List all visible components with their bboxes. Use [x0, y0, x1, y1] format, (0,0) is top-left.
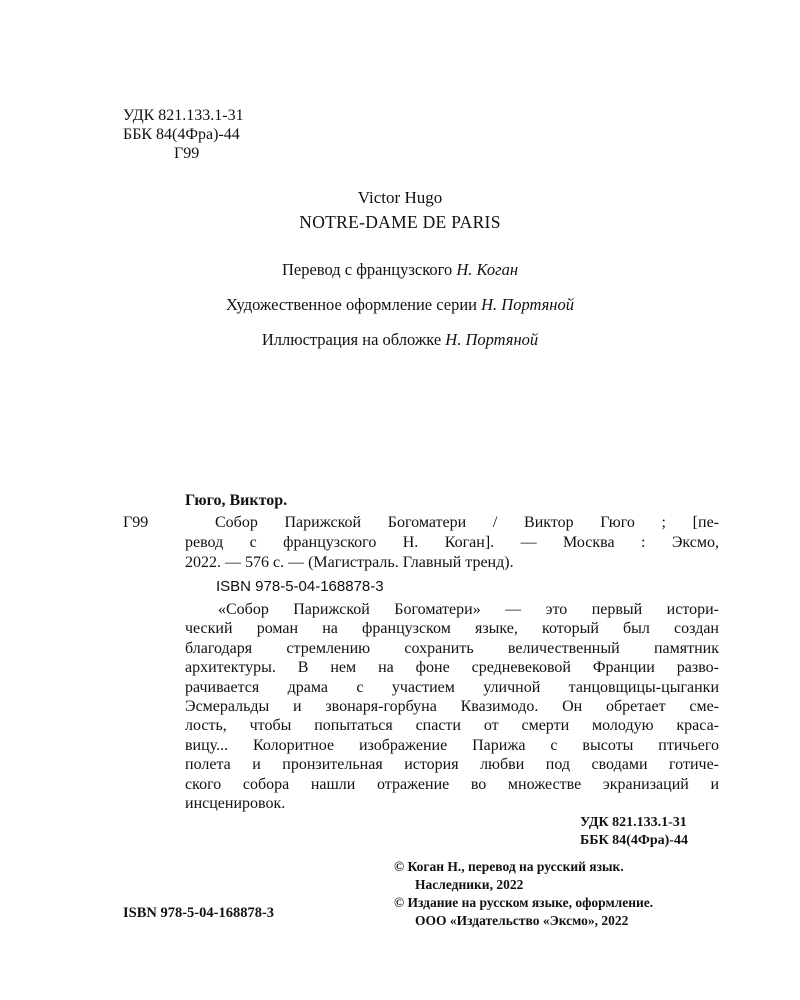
original-author: Victor Hugo: [357, 188, 443, 207]
classification-udk: УДК 821.133.1-31: [580, 815, 687, 830]
annotation-line: архитектуры. В нем на фоне средневековой Франции разво-: [185, 659, 719, 677]
copyright-line: ООО «Издательство «Эксмо», 2022: [415, 913, 629, 928]
bbk-code: ББК 84(4Фра)-44: [123, 126, 240, 143]
annotation-line: ского собора нашли отражение во множестве экранизаций и: [185, 775, 719, 793]
annotation-line: рачивается драма с участием уличной танцовщицы-цыганки: [185, 678, 719, 696]
record-isbn: ISBN 978-5-04-168878-3: [216, 578, 384, 595]
record-description-line: 2022. — 576 с. — (Магистраль. Главный тренд).: [185, 554, 514, 571]
annotation-line: «Собор Парижской Богоматери» — это первый истори-: [218, 601, 719, 618]
credit-name: Н. Портяной: [481, 295, 574, 314]
credit-label: Иллюстрация на обложке: [261, 330, 442, 349]
annotation-line: ческий роман на французском языке, который был создан: [185, 620, 719, 638]
credit-label: Перевод с французского: [281, 260, 453, 279]
annotation: [185, 600, 719, 813]
annotation-line: благодаря стремлению сохранить величественный памятник: [185, 639, 719, 657]
copyright-line: Наследники, 2022: [415, 877, 524, 892]
design-credit: [0, 295, 800, 315]
footer-isbn: ISBN 978-5-04-168878-3: [123, 905, 275, 921]
original-title: NOTRE-DAME DE PARIS: [299, 212, 501, 232]
author-heading: Гюго, Виктор.: [185, 492, 288, 509]
annotation-line: вицу... Колоритное изображение Парижа с высоты птичьего: [185, 736, 719, 754]
author-sign: Г99: [174, 145, 200, 162]
record-description-line: ревод с французского Н. Коган]. — Москва : Эксмо,: [185, 534, 719, 551]
annotation-line: полета и пронзительная история любви под сводами готиче-: [185, 756, 719, 774]
cover-illustration-credit: [0, 330, 800, 350]
copyright-line: © Коган Н., перевод на русский язык.: [394, 859, 624, 874]
annotation-line: Эсмеральды и звонаря-горбуна Квазимодо. Он обретает сме-: [185, 698, 719, 716]
annotation-line: инсценировок.: [185, 795, 286, 813]
classification-bbk: ББК 84(4Фра)-44: [580, 833, 688, 848]
credit-name: Н. Портяной: [445, 330, 539, 349]
translation-credit: [0, 260, 800, 280]
credit-label: Художественное оформление серии: [226, 295, 478, 314]
record-code: Г99: [123, 514, 149, 531]
annotation-line: лость, чтобы попытаться спасти от смерти молодую краса-: [185, 717, 719, 735]
credit-name: Н. Коган: [456, 260, 519, 279]
udk-code: УДК 821.133.1-31: [123, 107, 244, 124]
record-description-line: Собор Парижской Богоматери / Виктор Гюго ; [пе-: [215, 514, 719, 531]
copyright-line: © Издание на русском языке, оформление.: [394, 895, 654, 910]
